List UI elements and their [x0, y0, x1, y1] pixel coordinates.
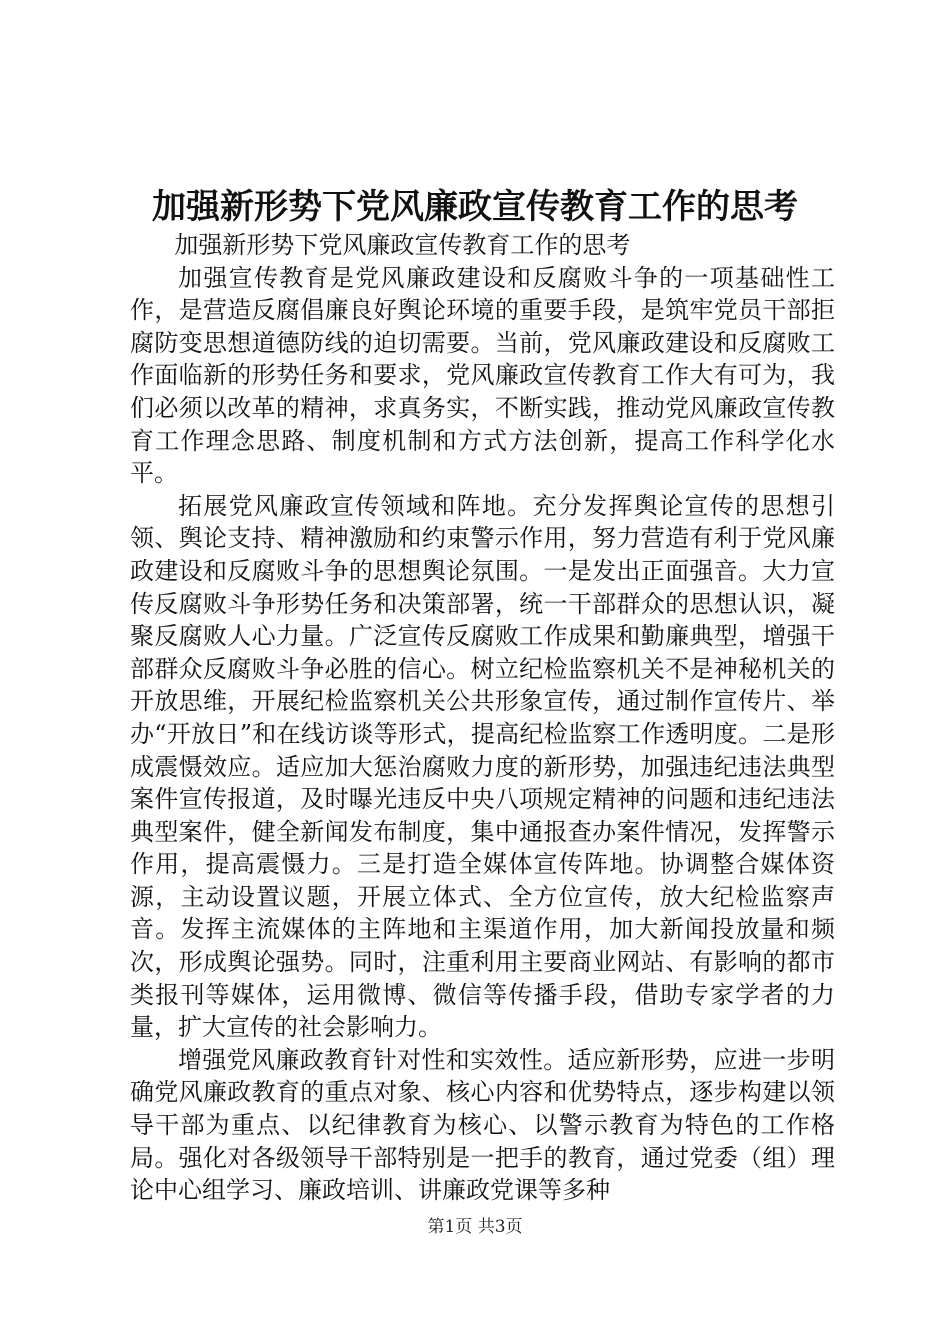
body-paragraph: 拓展党风廉政宣传领域和阵地。充分发挥舆论宣传的思想引领、舆论支持、精神激励和约束警示作用，努力营造有利于党风廉政建设和反腐败斗争的思想舆论氛围。一是发出正面强音。大力宣传反腐败斗争形势任务和决策部署，统一干部群众的思想认识，凝聚反腐败人心力量。广泛宣传反腐败工作成果和勤廉典型，增强干部群众反腐败斗争必胜的信心。树立纪检监察机关不是神秘机关的开放思维，开展纪检监察机关公共形象宣传，通过制作宣传片、举办“开放日”和在线访谈等形式，提高纪检监察工作透明度。二是形成震慑效应。适应加大惩治腐败力度的新形势，加强违纪违法典型案件宣传报道，及时曝光违反中央八项规定精神的问题和违纪违法典型案件，健全新闻发布制度，集中通报查办案件情况，发挥警示作用，提高震慑力。三是打造全媒体宣传阵地。协调整合媒体资源，主动设置议题，开展立体式、全方位宣传，放大纪检监察声音。发挥主流媒体的主阵地和主渠道作用，加大新闻投放量和频次，形成舆论强势。同时，注重利用主要商业网站、有影响的都市类报刊等媒体，运用微博、微信等传播手段，借助专家学者的力量，扩大宣传的社会影响力。	[130, 491, 835, 1042]
document-body	[130, 229, 835, 1207]
body-paragraph: 增强党风廉政教育针对性和实效性。适应新形势，应进一步明确党风廉政教育的重点对象、核心内容和优势特点，逐步构建以领导干部为重点、以纪律教育为核心、以警示教育为特色的工作格局。强化对各级领导干部特别是一把手的教育，通过党委（组）理论中心组学习、廉政培训、讲廉政党课等多种	[130, 1045, 835, 1205]
document-title: 加强新形势下党风廉政宣传教育工作的思考	[152, 187, 798, 227]
body-paragraph: 加强宣传教育是党风廉政建设和反腐败斗争的一项基础性工作，是营造反腐倡廉良好舆论环境的重要手段，是筑牢党员干部拒腐防变思想道德防线的迫切需要。当前，党风廉政建设和反腐败工作面临新的形势任务和要求，党风廉政宣传教育工作大有可为，我们必须以改革的精神，求真务实，不断实践，推动党风廉政宣传教育工作理念思路、制度机制和方式方法创新，提高工作科学化水平。	[130, 263, 835, 488]
document-subtitle: 加强新形势下党风廉政宣传教育工作的思考	[174, 231, 631, 259]
page-number-indicator: 第1页 共3页	[427, 1217, 523, 1237]
